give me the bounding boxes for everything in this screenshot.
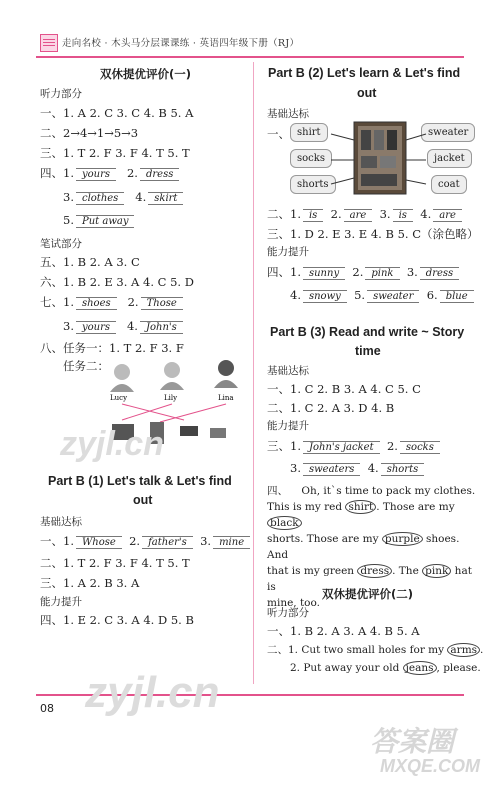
label-socks: socks [290, 149, 332, 168]
circled-answer: arms [447, 643, 480, 657]
label-shirt: shirt [290, 123, 328, 142]
handwritten-answer: John's [140, 321, 183, 334]
answer-line-p3: 三、1. A 2. B 3. A [40, 576, 140, 590]
answer-line-s2: 二、1. C 2. A 3. D 4. B [267, 401, 395, 415]
handwritten-answer: shoes [76, 297, 117, 310]
handwritten-answer: skirt [148, 192, 183, 205]
girl-name-lina: Lina [218, 394, 234, 402]
circled-answer: jeans [403, 661, 437, 675]
circled-answer: pink [422, 564, 451, 578]
basic-label: 基础达标 [40, 516, 82, 528]
answer-line-8b: 任务二： [63, 359, 109, 373]
label-coat: coat [431, 175, 467, 194]
handwritten-answer: yours [76, 321, 116, 334]
left-title-2b: out [133, 493, 153, 507]
handwritten-answer: sweaters [303, 463, 360, 476]
girl-figure-lina [214, 360, 238, 388]
watermark: 答案圈 [370, 726, 455, 757]
right-title-1b: out [357, 86, 377, 100]
improve-label: 能力提升 [40, 596, 82, 608]
answer-line-r2: 二、1. is 2. are 3. is 4. are [267, 206, 462, 222]
handwritten-answer: sweater [367, 290, 419, 303]
listening-label-right: 听力部分 [267, 607, 309, 619]
girl-figure-lily [160, 362, 184, 390]
handwritten-answer: snowy [303, 290, 347, 303]
handwritten-answer: are [433, 209, 462, 222]
girl-figure-lucy [110, 364, 134, 392]
answer-line-s3b: 3. sweaters 4. shorts [290, 461, 424, 476]
answer-line-p4: 四、1. E 2. C 3. A 4. D 5. B [40, 613, 194, 627]
answer-line-t1: 一、1. B 2. A 3. A 4. B 5. A [267, 624, 420, 638]
answer-line-2: 二、2→4→1→5→3 [40, 126, 139, 140]
handwritten-answer: Put away [76, 215, 135, 228]
handwritten-answer: father's [142, 536, 193, 549]
label-sweater: sweater [421, 123, 475, 142]
improve-label-right: 能力提升 [267, 246, 309, 258]
girl-name-lucy: Lucy [110, 394, 128, 402]
answer-line-4c: 5. Put away [63, 213, 134, 228]
answer-line-3: 三、1. T 2. F 3. F 4. T 5. T [40, 146, 190, 160]
answer-line-s3: 三、1. John's jacket 2. socks [267, 438, 440, 454]
right-title-2: Part B (3) Read and write ~ Story [270, 325, 465, 339]
wardrobe-illustration [330, 120, 430, 200]
handwritten-answer: sunny [303, 267, 345, 280]
right-title-1: Part B (2) Let's learn & Let's find [268, 66, 461, 80]
handwritten-answer: blue [440, 290, 474, 303]
watermark: MXQE.COM [380, 756, 481, 776]
left-title-2: Part B (1) Let's talk & Let's find [48, 474, 232, 488]
header-title: 走向名校 · 木头马分层课课练 · 英语四年级下册（RJ） [62, 38, 300, 49]
answer-line-r1: 一、 [267, 127, 290, 141]
answer-line-r3: 三、1. D 2. E 3. E 4. B 5. C（涂色略） [267, 227, 479, 241]
handwritten-answer: dress [140, 168, 179, 181]
listening-label: 听力部分 [40, 88, 82, 100]
basic-label-right: 基础达标 [267, 108, 309, 120]
answer-line-p1: 一、1. Whose 2. father's 3. mine [40, 533, 250, 549]
handwritten-answer: yours [76, 168, 116, 181]
handwritten-answer: John's jacket [303, 441, 380, 454]
watermark: zyjl.cn [60, 425, 164, 463]
answer-line-r4: 四、1. sunny 2. pink 3. dress [267, 264, 459, 280]
handwritten-answer: socks [400, 441, 440, 454]
handwritten-answer: shorts [381, 463, 425, 476]
shoes-icon [210, 428, 226, 438]
handwritten-answer: is [393, 209, 413, 222]
answer-line-4: 四、1. yours 2. dress [40, 165, 179, 181]
answer-line-7b: 3. yours 4. John's [63, 319, 183, 334]
handwritten-answer: pink [365, 267, 399, 280]
answer-line-r4b: 4. snowy 5. sweater 6. blue [290, 288, 474, 303]
handwritten-answer: are [344, 209, 373, 222]
circled-answer: purple [382, 532, 423, 546]
watermark: zyjl.cn [85, 668, 220, 717]
answer-line-5: 五、1. B 2. A 3. C [40, 255, 140, 269]
handwritten-answer: clothes [76, 192, 124, 205]
handwritten-answer: Whose [76, 536, 122, 549]
answer-line-t2b: 2. Put away your old jeans , please. [290, 662, 481, 674]
label-jacket: jacket [427, 149, 472, 168]
answer-line-s1: 一、1. C 2. B 3. A 4. C 5. C [267, 382, 421, 396]
story-paragraph: 四、 Oh, it`s time to pack my clothes. This is my red shirt . Those are my black shorts. Those are my purple shoes. And that is my green dress . The pink hat is mine, too. [267, 485, 476, 609]
girl-name-lily: Lily [164, 394, 178, 402]
answer-line-1: 一、1. A 2. C 3. C 4. B 5. A [40, 106, 194, 120]
header-divider [36, 56, 464, 58]
page-number: 08 [40, 702, 54, 715]
handwritten-answer: is [303, 209, 323, 222]
handwritten-answer: dress [420, 267, 459, 280]
answer-line-4b: 3. clothes 4. skirt [63, 190, 183, 205]
answer-line-8: 八、任务一：1. T 2. F 3. F [40, 341, 184, 355]
label-shorts: shorts [290, 175, 336, 194]
answer-line-p2: 二、1. T 2. F 3. F 4. T 5. T [40, 556, 190, 570]
handwritten-answer: mine [213, 536, 250, 549]
basic-label-right-2: 基础达标 [267, 365, 309, 377]
written-label: 笔试部分 [40, 238, 82, 250]
left-title-1: 双休提优评价(一) [100, 67, 192, 81]
right-title-2b: time [355, 344, 381, 358]
handwritten-answer: Those [141, 297, 183, 310]
circled-answer: dress [357, 564, 392, 578]
header-book-icon [40, 34, 58, 52]
circled-answer: black [267, 516, 302, 530]
right-title-3: 双休提优评价(二) [322, 587, 414, 601]
improve-label-right-2: 能力提升 [267, 420, 309, 432]
answer-line-t2: 二、1. Cut two small holes for my arms . [267, 644, 484, 656]
column-divider [253, 62, 254, 684]
answer-line-7: 七、1. shoes 2. Those [40, 294, 183, 310]
answer-line-6: 六、1. B 2. E 3. A 4. C 5. D [40, 275, 194, 289]
hat-icon [180, 426, 198, 436]
circled-answer: shirt [345, 500, 376, 514]
